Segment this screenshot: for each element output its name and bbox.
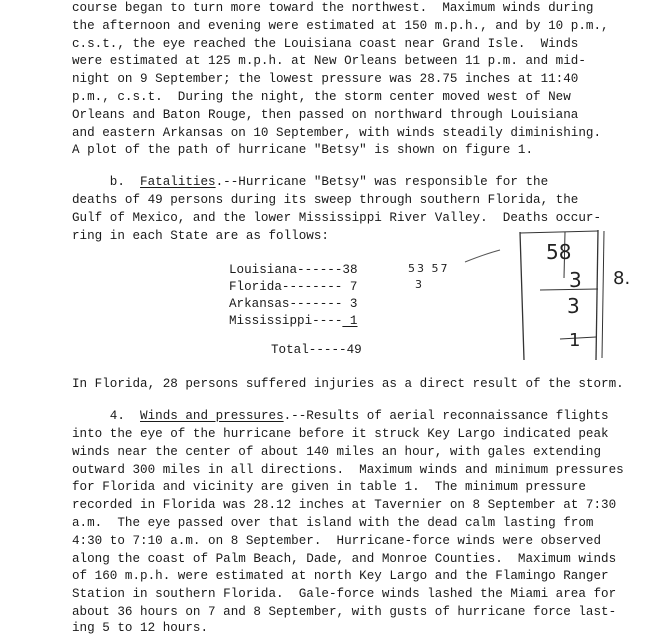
handwritten-number: 8.: [613, 268, 631, 289]
handwritten-note: 53 57: [408, 262, 450, 275]
death-count: 7: [342, 280, 358, 294]
heading-rest: .--Results of aerial reconnaissance flights: [283, 409, 609, 423]
text-line: along the coast of Palm Beach, Dade, and Monroe Counties. Maximum winds: [72, 552, 617, 566]
death-count: 38: [342, 263, 358, 277]
text-line: ring in each State are as follows:: [72, 229, 329, 243]
handwritten-note: 3: [415, 278, 422, 291]
state-name: Florida: [229, 280, 282, 294]
leader-dashes: ------: [297, 263, 343, 277]
text-line: winds near the center of about 140 miles an hour, with gales extending: [72, 445, 602, 459]
text-line: into the eye of the hurricane before it struck Key Largo indicated peak: [72, 427, 609, 441]
text-line: recorded in Florida was 28.12 inches at Tavernier on 8 September at 7:30: [72, 498, 617, 512]
text-line: Orleans and Baton Rouge, then passed on northward through Louisiana: [72, 108, 579, 122]
text-line: A plot of the path of hurricane "Betsy" is shown on figure 1.: [72, 143, 534, 157]
death-count: 3: [342, 297, 358, 311]
state-name: Arkansas: [229, 297, 290, 311]
text-line: about 36 hours on 7 and 8 September, with gusts of hurricane force last-: [72, 605, 617, 619]
text-line: and eastern Arkansas on 10 September, with winds steadily diminishing.: [72, 126, 602, 140]
death-count: 1: [342, 314, 358, 328]
text-line: night on 9 September; the lowest pressure was 28.75 inches at 11:40: [72, 72, 579, 86]
leader-dashes: -----: [308, 343, 347, 357]
state-name: Louisiana: [229, 263, 298, 277]
leader-dashes: --------: [281, 280, 343, 294]
section-heading-line: [72, 409, 609, 423]
section-number: b.: [72, 175, 141, 189]
handwritten-number: 3: [569, 268, 582, 292]
text-line: outward 300 miles in all directions. Maximum winds and minimum pressures: [72, 463, 624, 477]
text-line: were estimated at 125 m.p.h. at New Orleans between 11 p.m. and mid-: [72, 54, 586, 68]
heading-rest: .--Hurricane "Betsy" was responsible for the: [215, 175, 549, 189]
state-name: Mississippi: [229, 314, 313, 328]
section-heading: Winds and pressures: [140, 409, 284, 423]
handwritten-number: 3: [567, 294, 580, 318]
text-line: the afternoon and evening were estimated at 150 m.p.h., and by 10 p.m.,: [72, 19, 609, 33]
text-line: Gulf of Mexico, and the lower Mississippi River Valley. Deaths occur-: [72, 211, 602, 225]
leader-dashes: -------: [289, 297, 343, 311]
text-line: for Florida and vicinity are given in table 1. The minimum pressure: [72, 480, 586, 494]
text-line: course began to turn more toward the northwest. Maximum winds during: [72, 1, 594, 15]
text-line: Station in southern Florida. Gale-force winds lashed the Miami area for: [72, 587, 617, 601]
text-line: c.s.t., the eye reached the Louisiana coast near Grand Isle. Winds: [72, 37, 579, 51]
section-heading: Fatalities: [140, 175, 216, 189]
text-line: deaths of 49 persons during its sweep through southern Florida, the: [72, 193, 579, 207]
total-label: Total: [271, 343, 309, 357]
text-line: p.m., c.s.t. During the night, the storm center moved west of New: [72, 90, 571, 104]
total-count: 49: [346, 343, 362, 357]
florida-injuries-line: In Florida, 28 persons suffered injuries as a direct result of the storm.: [72, 377, 624, 391]
section-number: 4.: [72, 409, 141, 423]
leader-dashes: ----: [312, 314, 343, 328]
text-line: of 160 m.p.h. were estimated at north Key Largo and the Flamingo Ranger: [72, 569, 609, 583]
text-line: a.m. The eye passed over that island with the dead calm lasting from: [72, 516, 594, 530]
handwritten-number: 58: [546, 240, 572, 264]
handwritten-number: 1: [569, 330, 581, 351]
text-line: ing 5 to 12 hours.: [72, 621, 209, 635]
text-line: 4:30 to 7:10 a.m. on 8 September. Hurricane-force winds were observed: [72, 534, 602, 548]
